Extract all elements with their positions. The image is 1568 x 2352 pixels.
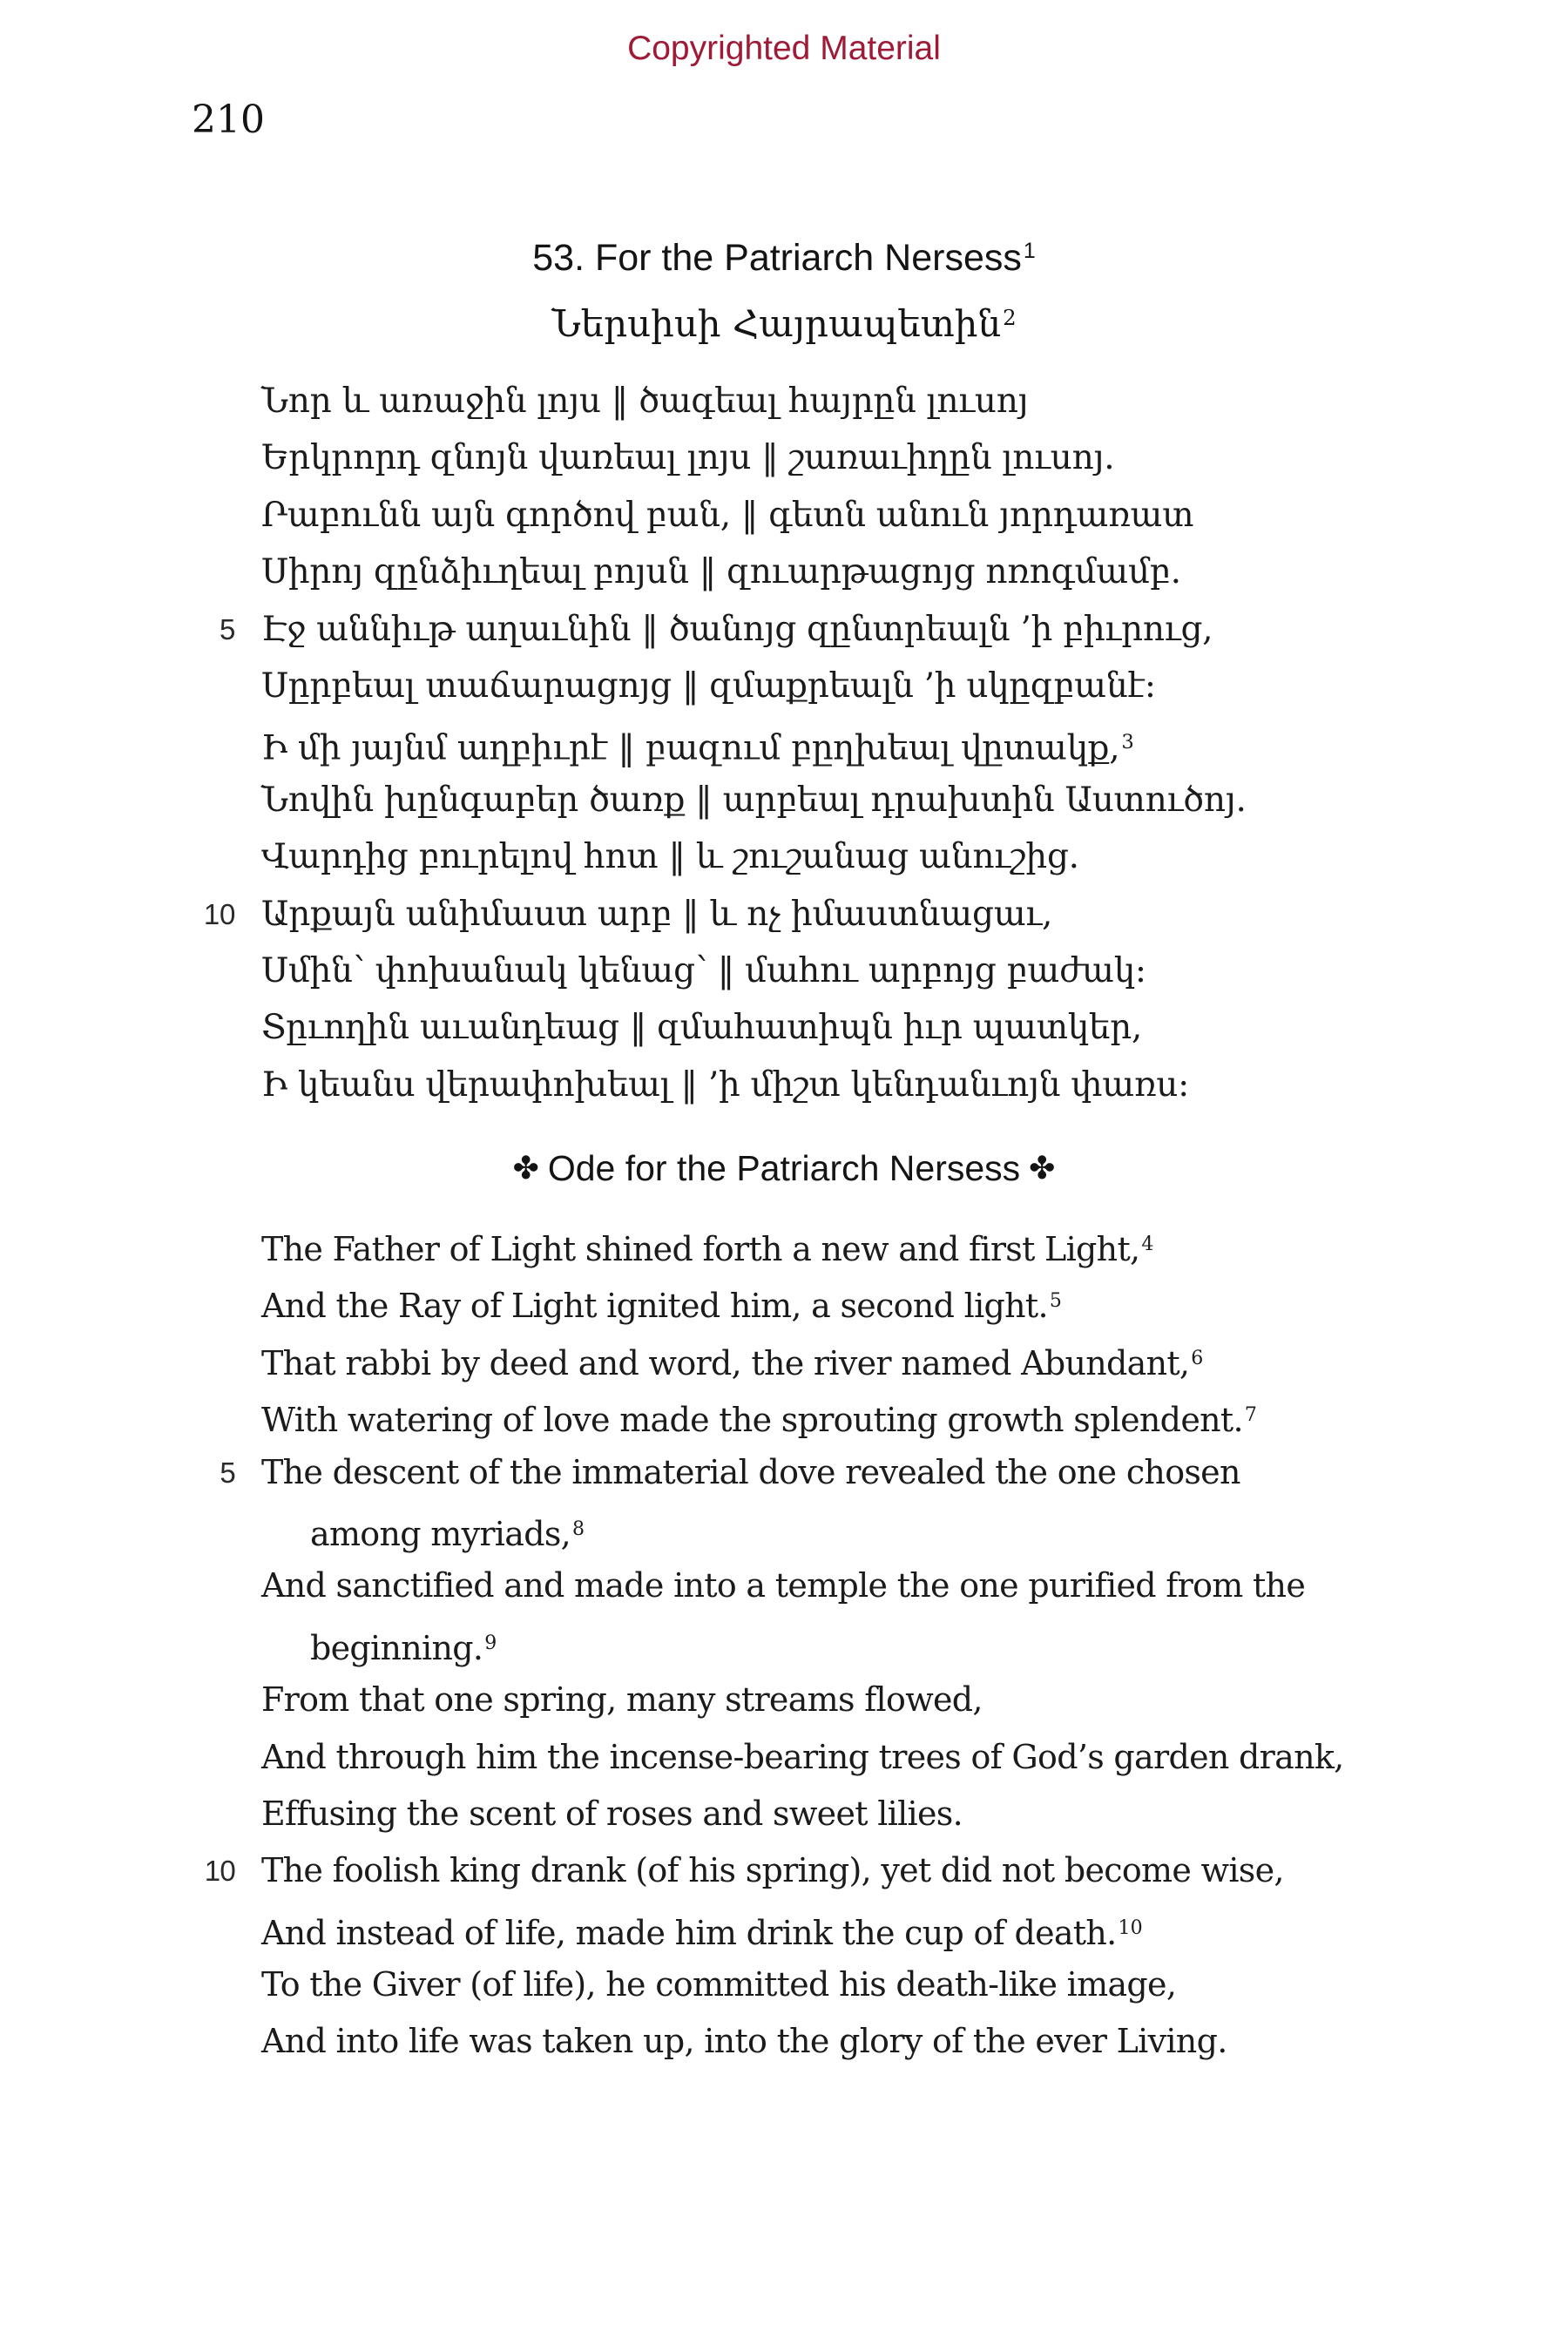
- footnote-ref: 3: [1121, 731, 1134, 754]
- poem-line: [261, 1558, 1344, 1614]
- line-text: beginning.: [310, 1628, 483, 1667]
- armenian-subtitle: [0, 302, 1568, 345]
- line-number: 10: [204, 1855, 235, 1888]
- line-text: And into life was taken up, into the glory of the ever Living.: [261, 2022, 1227, 2061]
- line-text: And sanctified and made into a temple the one purified from the: [261, 1566, 1306, 1605]
- line-text: Տըւողին աւանդեաց ‖ զմահատիպն իւր պատկեր,: [261, 1008, 1142, 1048]
- line-text: Վարդից բուրելով հոտ ‖ և շուշանաց անուշից.: [261, 837, 1079, 877]
- line-text: With watering of love made the sprouting growth splendent.: [261, 1401, 1243, 1440]
- footnote-ref: 5: [1049, 1290, 1062, 1313]
- line-text: From that one spring, many streams flowed,: [261, 1680, 983, 1720]
- poem-line: [261, 1615, 1344, 1672]
- armenian-poem: [203, 373, 1247, 1113]
- chapter-title-text: 53. For the Patriarch Nersess: [532, 237, 1022, 279]
- line-text: The descent of the immaterial dove revealed the one chosen: [261, 1452, 1240, 1491]
- poem-line: [261, 1216, 1344, 1273]
- chapter-title: [0, 237, 1568, 280]
- ornament-icon: ✤: [512, 1150, 539, 1186]
- poem-line: [261, 373, 1247, 429]
- footnote-ref: 1: [1023, 239, 1036, 264]
- line-text: Սըրբեալ տաճարացոյց ‖ զմաքրեալն ’ի սկըզբանէ:: [261, 666, 1156, 706]
- poem-line: [261, 714, 1247, 771]
- line-text: Արքայն անիմաստ արբ ‖ և ոչ իմաստնացաւ,: [261, 894, 1053, 934]
- ode-section-header: [0, 1148, 1568, 1189]
- line-text: among myriads,: [310, 1515, 571, 1554]
- line-text: And through him the incense-bearing trees of God’s garden drank,: [261, 1737, 1344, 1776]
- line-text: Ի կեանս վերափոխեալ ‖ ’ի միշտ կենդանւոյն փառս:: [261, 1064, 1189, 1105]
- line-text: Նոր և առաջին լոյս ‖ ծագեալ հայրըն լուսոյ: [261, 382, 1029, 421]
- line-number: 5: [219, 612, 235, 645]
- armenian-subtitle-text: Ներսիսի Հայրապետին: [551, 302, 1002, 345]
- footnote-ref: 7: [1244, 1404, 1257, 1427]
- poem-line: [261, 544, 1247, 600]
- line-number: 5: [220, 1456, 235, 1489]
- line-text: To the Giver (of life), he committed his death-like image,: [261, 1965, 1177, 2004]
- line-text: And instead of life, made him drink the cup of death.: [261, 1913, 1117, 1952]
- poem-line: [261, 999, 1247, 1056]
- line-text: Սմին՝ փոխանակ կենաց՝ ‖ մահու արբոյց բաժակ:: [261, 950, 1146, 990]
- line-text: Նովին խընգաբեր ծառք ‖ արբեալ դրախտին Աստուծոյ.: [261, 780, 1247, 820]
- footnote-ref: 6: [1191, 1347, 1204, 1369]
- footnote-ref: 9: [484, 1632, 497, 1654]
- poem-line: [261, 487, 1247, 544]
- line-text: Էջ աննիւթ աղաւնին ‖ ծանոյց զընտրեալն ’ի բիւրուց,: [261, 609, 1213, 649]
- poem-line: [219, 601, 1247, 658]
- line-text: That rabbi by deed and word, the river named Abundant,: [261, 1343, 1190, 1382]
- footnote-ref: 4: [1141, 1233, 1154, 1255]
- line-text: Ի մի յայնմ աղբիւրէ ‖ բազում բըղխեալ վըտակք,: [261, 728, 1120, 768]
- poem-line: [261, 2013, 1344, 2070]
- poem-line: [261, 429, 1247, 486]
- footnote-ref: 2: [1003, 304, 1017, 330]
- page-number: 210: [192, 98, 265, 142]
- line-text: The Father of Light shined forth a new and first Light,: [261, 1230, 1140, 1269]
- poem-line: [261, 1387, 1344, 1443]
- line-text: Երկրորդ զնոյն վառեալ լոյս ‖ շառաւիղըն լուսոյ.: [261, 438, 1115, 478]
- title-block: [0, 237, 1568, 345]
- poem-line: [203, 886, 1247, 943]
- poem-line: [261, 1900, 1344, 1957]
- poem-line: [261, 1273, 1344, 1329]
- line-text: The foolish king drank (of his spring), yet did not become wise,: [261, 1851, 1284, 1890]
- line-number: 10: [203, 897, 235, 930]
- poem-line: [261, 828, 1247, 885]
- line-text: And the Ray of Light ignited him, a second light.: [261, 1287, 1048, 1326]
- line-text: Effusing the scent of roses and sweet lilies.: [261, 1794, 963, 1833]
- poem-line: [261, 943, 1247, 999]
- ode-section-header-text: Ode for the Patriarch Nersess: [547, 1148, 1021, 1188]
- poem-line: [261, 1501, 1344, 1558]
- poem-line: [261, 658, 1247, 714]
- line-text: Րաբունն այն գործով բան, ‖ գետն անուն յորդառատ: [261, 495, 1194, 535]
- poem-line: [261, 772, 1247, 828]
- footnote-ref: 8: [572, 1517, 585, 1540]
- line-text: Սիրոյ զընձիւղեալ բոյսն ‖ զուարթացոյց ոռոգմամբ.: [261, 552, 1181, 592]
- english-poem: [204, 1216, 1344, 2071]
- ornament-icon: ✤: [1029, 1150, 1056, 1186]
- copyright-notice: Copyrighted Material: [627, 30, 941, 67]
- poem-line: [261, 1057, 1247, 1113]
- poem-line: [204, 1842, 1344, 1899]
- footnote-ref: 10: [1118, 1916, 1143, 1939]
- poem-line: [220, 1444, 1344, 1501]
- poem-line: [261, 1957, 1344, 2013]
- poem-line: [261, 1672, 1344, 1728]
- poem-line: [261, 1729, 1344, 1786]
- poem-line: [261, 1330, 1344, 1387]
- poem-line: [261, 1786, 1344, 1842]
